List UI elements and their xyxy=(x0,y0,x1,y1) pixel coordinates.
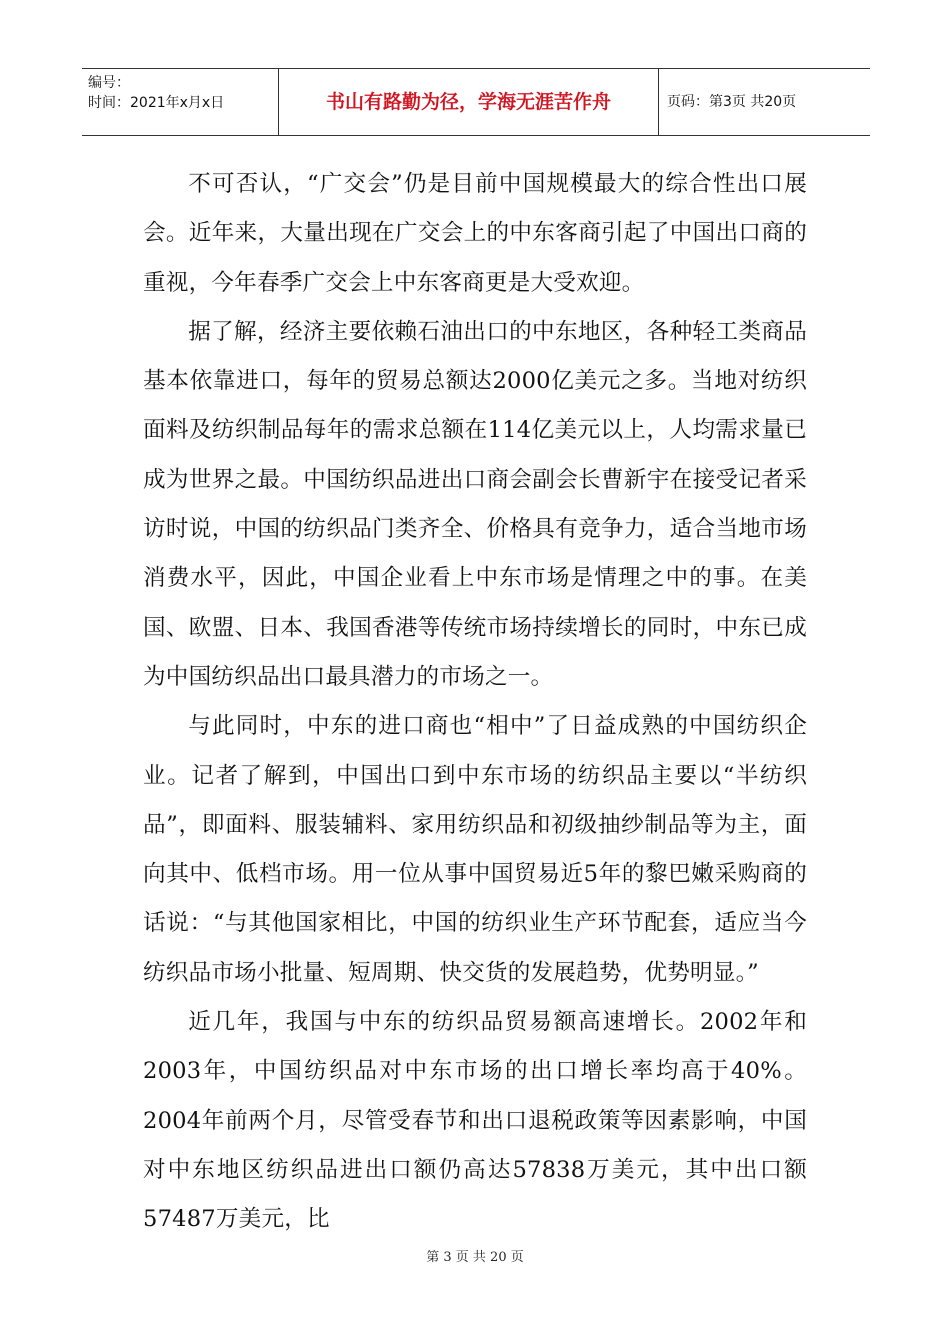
paragraph-3: 与此同时，中东的进口商也“相中”了日益成熟的中国纺织企业。记者了解到，中国出口到中东市场的纺织品主要以“半纺织品”，即面料、服装辅料、家用纺织品和初级抽纱制品等为主，面向其中、低档市场。用一位从事中国贸易近5年的黎巴嫩采购商的话说：“与其他国家相比，中国的纺织业生产环节配套，适应当今纺织品市场小批量、短周期、快交货的发展趋势，优势明显。” xyxy=(143,713,807,986)
paragraph-1: 不可否认，“广交会”仍是目前中国规模最大的综合性出口展会。近年来，大量出现在广交会上的中东客商引起了中国出口商的重视，今年春季广交会上中东客商更是大受欢迎。 xyxy=(143,171,807,296)
document-number-label: 编号： xyxy=(88,75,130,91)
document-date: 时间：2021年x月x日 xyxy=(88,95,225,111)
document-body xyxy=(143,160,807,1245)
page-header xyxy=(82,68,870,136)
paragraph-2: 据了解，经济主要依赖石油出口的中东地区，各种轻工类商品基本依靠进口，每年的贸易总额达2000亿美元之多。当地对纺织面料及纺织制品每年的需求总额在114亿美元以上，人均需求量已成为世界之最。中国纺织品进出口商会副会长曹新宇在接受记者采访时说，中国的纺织品门类齐全、价格具有竞争力，适合当地市场消费水平，因此，中国企业看上中东市场是情理之中的事。在美国、欧盟、日本、我国香港等传统市场持续增长的同时，中东已成为中国纺织品出口最具潜力的市场之一。 xyxy=(143,318,807,690)
header-motto: 书山有路勤为径，学海无涯苦作舟 xyxy=(279,69,659,135)
header-page-info: 页码：第3页 共20页 xyxy=(667,94,797,110)
page-footer: 第 3 页 共 20 页 xyxy=(426,1250,524,1265)
paragraph-4: 近几年，我国与中东的纺织品贸易额高速增长。2002年和2003年，中国纺织品对中东市场的出口增长率均高于40%。2004年前两个月，尽管受春节和出口退税政策等因素影响，中国对中东地区纺织品进出口额仍高达57838万美元，其中出口额57487万美元，比 xyxy=(143,1009,807,1233)
header-meta xyxy=(82,69,279,135)
